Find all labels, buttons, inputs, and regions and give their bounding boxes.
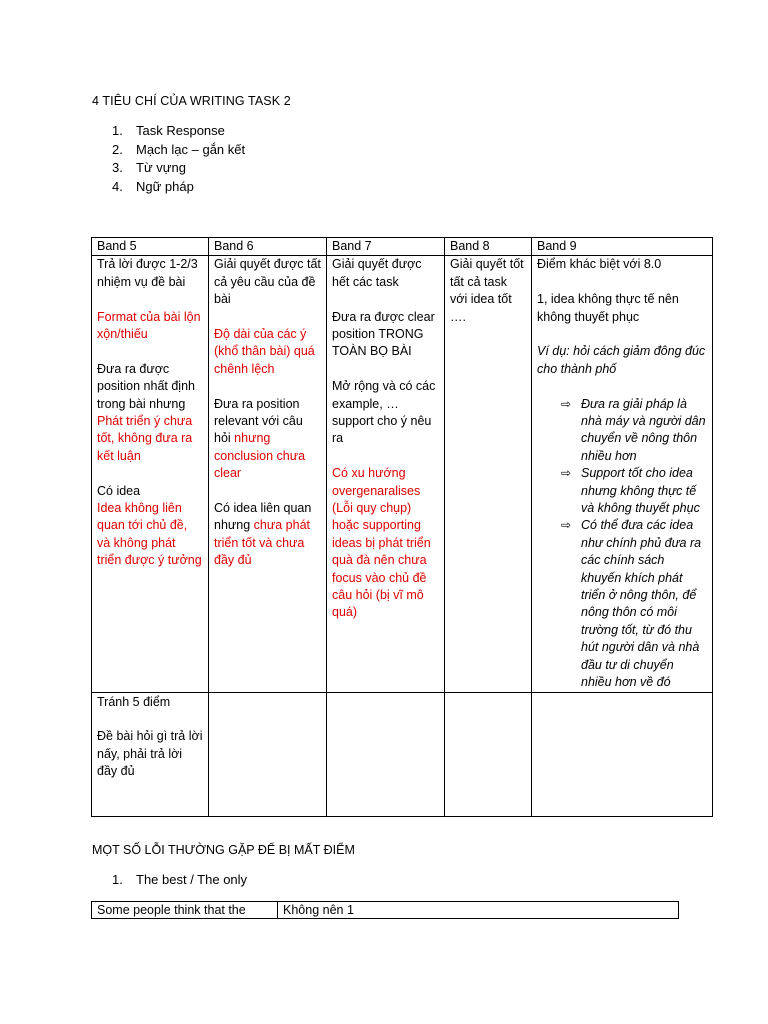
cell-band-9	[532, 692, 713, 816]
page-title: 4 TIÊU CHÍ CỦA WRITING TASK 2	[92, 94, 291, 108]
cell-band-5	[92, 692, 209, 816]
arrow-right-icon: ⇨	[561, 466, 572, 481]
list-item	[537, 465, 707, 517]
list-text: Từ vựng	[136, 160, 186, 175]
cell-text: Điểm khác biệt với 8.0	[537, 257, 662, 272]
header-band-8: Band 8	[445, 238, 532, 256]
band-table	[91, 237, 713, 817]
header-band-5: Band 5	[92, 238, 209, 256]
example-table	[91, 901, 679, 919]
header-band-9: Band 9	[532, 238, 713, 256]
arrow-right-icon: ⇨	[561, 518, 572, 533]
cell-band-9	[532, 256, 713, 692]
cell-text: Mở rộng và có các example, … support cho ý nêu ra	[332, 379, 436, 446]
cell-text: Đề bài hỏi gì trả lời nấy, phải trả lời đầy đủ	[97, 729, 203, 779]
list-number: 4.	[112, 178, 123, 194]
arrow-list	[537, 396, 707, 692]
cell-text: Đưa ra position relevant với câu hỏi	[214, 396, 303, 446]
cell-text-red: Format của bài lộn xộn/thiếu	[97, 309, 201, 342]
cell-band-8	[445, 256, 532, 692]
header-band-6: Band 6	[209, 238, 327, 256]
list-text: Task Response	[136, 123, 225, 138]
list-item	[537, 517, 707, 691]
cell-text: Đưa ra được position nhất định trong bài nhưng	[97, 361, 195, 411]
section-heading: MỌT SỐ LỖI THƯỜNG GẶP ĐỂ BỊ MẤT ĐIỂM	[92, 843, 355, 857]
list-number: 1.	[112, 123, 123, 138]
cell-text-red: Có xu hướng overgenaralises (Lỗi quy chụp) hoặc supporting ideas bị phát triển quà đà nên chưa focus vào chủ đề câu hỏi (bị vĩ mô quá)	[332, 466, 431, 620]
table-row	[92, 902, 679, 919]
cell-band-8	[445, 692, 532, 816]
list-item	[92, 122, 245, 141]
list-item	[92, 178, 245, 197]
list-text: Đưa ra giải pháp là nhà máy và người dân chuyển về nông thôn nhiều hơn	[581, 396, 706, 463]
arrow-right-icon: ⇨	[561, 396, 572, 411]
cell-text-italic: Ví dụ: hỏi cách giảm đông đúc cho thành phố	[537, 344, 706, 376]
cell-text-red: chưa phát triển tốt và chưa đầy đủ	[214, 518, 310, 568]
example-cell-left: Some people think that the	[92, 902, 278, 919]
list-number: 3.	[112, 160, 123, 175]
list-item	[537, 396, 707, 466]
cell-text: Trả lời được 1-2/3 nhiệm vụ đề bài	[97, 257, 198, 289]
list-number: 1.	[112, 872, 123, 887]
cell-text-red: Idea không liên quan tới chủ đề, và không phát triển được ý tưởng	[97, 501, 202, 568]
cell-band-7	[327, 256, 445, 692]
list-item	[92, 871, 247, 890]
example-cell-right: Không nên 1	[278, 902, 679, 919]
cell-band-6	[209, 692, 327, 816]
criteria-list	[92, 122, 245, 196]
table-row	[92, 256, 713, 692]
table-row	[92, 692, 713, 816]
cell-text: Giải quyết được hết các task	[332, 257, 422, 289]
cell-band-6	[209, 256, 327, 692]
cell-band-7	[327, 692, 445, 816]
list-item	[92, 141, 245, 160]
cell-text: Tránh 5 điểm	[97, 694, 171, 709]
cell-text: Giải quyết được tất cả yêu cầu của đề bài	[214, 257, 321, 307]
list-text: The best / The only	[136, 872, 248, 887]
cell-text: 1, idea không thực tế nên không thuyết phục	[537, 292, 679, 324]
list-text: Support tốt cho idea nhưng không thực tế và không thuyết phục	[581, 466, 700, 516]
cell-text-red: Độ dài của các ý (khổ thân bài) quá chênh lệch	[214, 327, 315, 376]
header-band-7: Band 7	[327, 238, 445, 256]
table-header-row	[92, 238, 713, 256]
cell-text: Đưa ra được clear position TRONG TOÀN BỌ BÀI	[332, 309, 435, 359]
cell-band-5	[92, 256, 209, 692]
list-item	[92, 159, 245, 178]
list-text: Ngữ pháp	[136, 178, 194, 194]
list-number: 2.	[112, 141, 123, 157]
errors-list	[92, 871, 247, 890]
list-text: Có thể đưa các idea như chính phủ đưa ra các chính sách khuyến khích phát triển ở nông thôn, để nông thôn có môi trường tốt, từ đó thu hút người dân và nhà đầu tư di chuyển nhiều hơn về đó	[581, 518, 702, 690]
cell-text: Có idea	[97, 483, 141, 498]
cell-text-red: Phát triển ý chưa tốt, không đưa ra kết luận	[97, 414, 193, 463]
cell-text: Giải quyết tốt tất cả task với idea tốt ….	[450, 257, 524, 324]
list-text: Mạch lạc – gắn kết	[136, 141, 246, 157]
cell-text-red: nhưng conclusion chưa clear	[214, 431, 306, 481]
cell-text: Có idea liên quan nhưng	[214, 501, 312, 533]
